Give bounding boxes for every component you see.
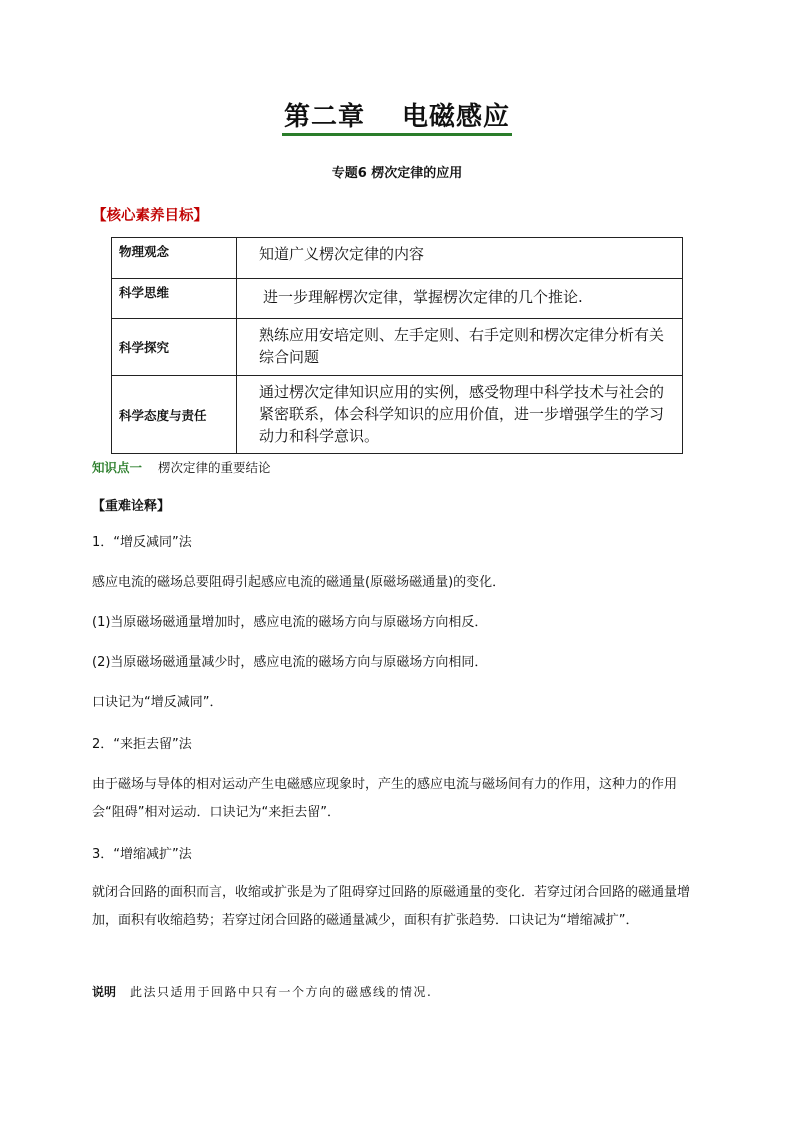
paragraph: 感应电流的磁场总要阻碍引起感应电流的磁通量(原磁场磁通量)的变化． xyxy=(92,575,506,590)
table-row xyxy=(112,319,683,376)
paragraph: 由于磁场与导体的相对运动产生电磁感应现象时，产生的感应电流与磁场间有力的作用，这种力的作用会“阻碍”相对运动．口诀记为“来拒去留”． xyxy=(92,777,678,820)
chapter-title-text: 第二章 电磁感应 xyxy=(282,102,512,136)
section-heading: 【重难诠释】 xyxy=(92,499,171,514)
goal-value: 通过楞次定律知识应用的实例，感受物理中科学技术与社会的紧密联系，体会科学知识的应用价值，进一步增强学生的学习动力和科学意识。 xyxy=(237,376,683,454)
method-heading-3: 3．“增缩减扩”法 xyxy=(92,847,192,862)
goal-key: 物理观念 xyxy=(112,238,237,279)
topic-subtitle: 专题6 楞次定律的应用 xyxy=(331,166,463,181)
goal-key: 科学思维 xyxy=(112,279,237,319)
goal-value: 进一步理解楞次定律，掌握楞次定律的几个推论. xyxy=(237,279,683,319)
chapter-title xyxy=(0,96,794,133)
goal-key: 科学探究 xyxy=(112,319,237,376)
core-target-heading: 【核心素养目标】 xyxy=(92,208,208,224)
note-text: 此法只适用于回路中只有一个方向的磁感线的情况. xyxy=(130,985,433,999)
note-label: 说明 xyxy=(92,985,117,999)
knowledge-point-label: 知识点一 xyxy=(92,460,143,475)
goal-key: 科学态度与责任 xyxy=(112,376,237,454)
method-heading-1: 1．“增反减同”法 xyxy=(92,535,192,550)
note xyxy=(92,983,432,1000)
paragraph: (2)当原磁场磁通量减少时，感应电流的磁场方向与原磁场方向相同． xyxy=(92,655,488,670)
paragraph: 就闭合回路的面积而言，收缩或扩张是为了阻碍穿过回路的原磁通量的变化．若穿过闭合回路的磁通量增加，面积有收缩趋势；若穿过闭合回路的磁通量减少，面积有扩张趋势．口诀记为“增缩减扩”． xyxy=(92,885,691,928)
knowledge-point-title: 楞次定律的重要结论 xyxy=(158,460,271,475)
table-row xyxy=(112,376,683,454)
paragraph: (1)当原磁场磁通量增加时，感应电流的磁场方向与原磁场方向相反． xyxy=(92,615,488,630)
paragraph: 口诀记为“增反减同”． xyxy=(92,695,223,710)
table-row xyxy=(112,279,683,319)
method-heading-2: 2．“来拒去留”法 xyxy=(92,737,192,752)
goal-value: 熟练应用安培定则、左手定则、右手定则和楞次定律分析有关综合问题 xyxy=(237,319,683,376)
goal-value: 知道广义楞次定律的内容 xyxy=(237,238,683,279)
knowledge-point-heading xyxy=(92,458,271,476)
goals-table xyxy=(111,237,683,454)
table-row xyxy=(112,238,683,279)
